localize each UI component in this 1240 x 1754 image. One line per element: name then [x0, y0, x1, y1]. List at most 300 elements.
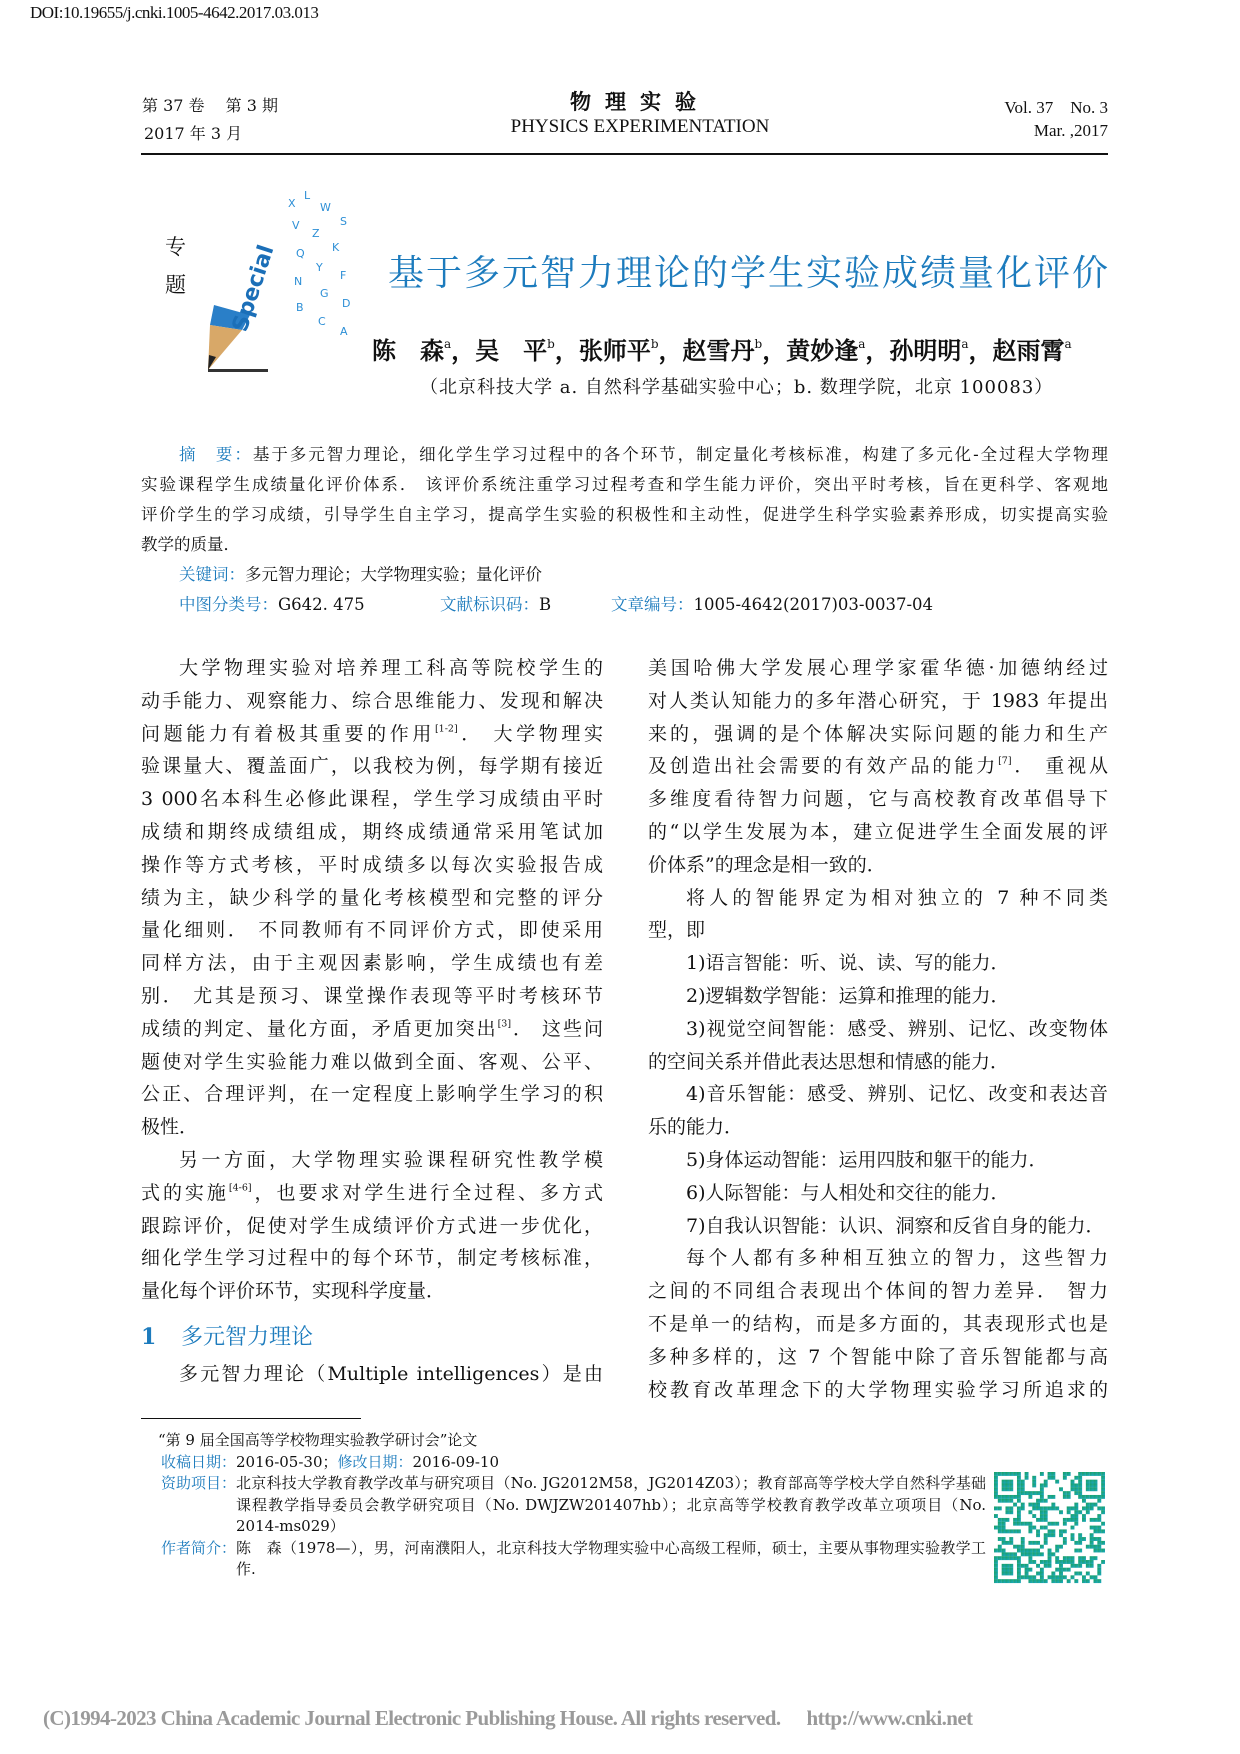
qr-module [1059, 1545, 1063, 1549]
qr-module [1101, 1506, 1105, 1510]
qr-module [1067, 1491, 1071, 1495]
qr-module [1013, 1529, 1017, 1533]
qr-module [1051, 1476, 1055, 1480]
qr-module [1063, 1495, 1067, 1499]
qr-module [1032, 1506, 1036, 1510]
qr-module [1005, 1529, 1009, 1533]
qr-module [1005, 1552, 1009, 1556]
qr-module [1009, 1572, 1013, 1576]
qr-module [998, 1506, 1002, 1510]
qr-module [1071, 1537, 1075, 1541]
section-number: 1 [141, 1323, 157, 1350]
qr-module [1028, 1529, 1032, 1533]
qr-module [1017, 1476, 1021, 1480]
qr-module [1048, 1522, 1052, 1526]
qr-module [1040, 1526, 1044, 1530]
qr-module [1067, 1579, 1071, 1583]
qr-module [1071, 1506, 1075, 1510]
paragraph [648, 1013, 1108, 1079]
qr-module [1005, 1579, 1009, 1583]
qr-module [1067, 1568, 1071, 1572]
qr-module [1078, 1556, 1082, 1560]
text-line: 3)视觉空间智能：感受、辨别、记忆、改变物体 [686, 1017, 1108, 1040]
qr-module [1025, 1476, 1029, 1480]
qr-module [1040, 1506, 1044, 1510]
qr-module [998, 1529, 1002, 1533]
qr-module [1101, 1510, 1105, 1514]
text-line: 验课量大、覆盖面广，以我校为例，每学期有接近 [141, 755, 603, 778]
qr-module [1002, 1483, 1006, 1487]
qr-module [1101, 1529, 1105, 1533]
text-line: 大学物理实验对培养理工科高等院校学生的 [179, 657, 603, 679]
qr-module [998, 1545, 1002, 1549]
qr-module [1094, 1575, 1098, 1579]
qr-module [1074, 1510, 1078, 1514]
qr-module [1005, 1572, 1009, 1576]
qr-module [1036, 1552, 1040, 1556]
qr-module [1086, 1480, 1090, 1484]
qr-module [994, 1556, 998, 1560]
qr-module [994, 1564, 998, 1568]
qr-module [1028, 1491, 1032, 1495]
qr-module [1101, 1472, 1105, 1476]
funding-text: 北京科技大学教育教学改革与研究项目（No. JG2012M58，JG2014Z03）；教育部高等学校大学自然科学基础课程教学指导委员会教学研究项目（No. DWJZW201407hb）；北京高等学校教育教学改革立项项目（No. 2014-ms029） [236, 1474, 986, 1535]
qr-module [1009, 1552, 1013, 1556]
qr-module [1071, 1483, 1075, 1487]
qr-module [1013, 1545, 1017, 1549]
qr-module [1097, 1506, 1101, 1510]
qr-module [1048, 1476, 1052, 1480]
qr-module [1055, 1545, 1059, 1549]
qr-module [1097, 1472, 1101, 1476]
text-line: 之间的不同组合表现出个体间的智力差异． 智力 [648, 1280, 1108, 1303]
qr-module [1071, 1560, 1075, 1564]
paragraph [648, 1144, 1108, 1177]
keywords [141, 560, 1108, 590]
header-rule [141, 153, 1108, 155]
qr-module [1051, 1495, 1055, 1499]
qr-module [1082, 1495, 1086, 1499]
qr-module [1040, 1545, 1044, 1549]
qr-code-icon[interactable] [994, 1471, 1105, 1584]
qr-module [1071, 1480, 1075, 1484]
qr-module [1090, 1564, 1094, 1568]
qr-module [1048, 1533, 1052, 1537]
qr-module [1002, 1529, 1006, 1533]
qr-module [1051, 1503, 1055, 1507]
qr-module [1063, 1529, 1067, 1533]
qr-module [1097, 1514, 1101, 1518]
qr-module [1097, 1537, 1101, 1541]
text-line: 价体系”的理念是相一致的． [648, 853, 886, 876]
text-line: 乐的能力． [648, 1116, 744, 1139]
doc-code-label: 文献标识码： [440, 595, 539, 614]
qr-module [1090, 1537, 1094, 1541]
qr-module [1013, 1518, 1017, 1522]
qr-module [1082, 1556, 1086, 1560]
revised-label: 修改日期： [337, 1452, 413, 1471]
qr-module [1048, 1495, 1052, 1499]
qr-module [1071, 1518, 1075, 1522]
qr-module [1044, 1537, 1048, 1541]
qr-module [1086, 1495, 1090, 1499]
qr-module [1101, 1480, 1105, 1484]
qr-module [1059, 1560, 1063, 1564]
qr-module [1071, 1514, 1075, 1518]
abstract-text: 基于多元智力理论，细化学生学习过程中的各个环节，制定量化考核标准，构建了多元化-全过程大学物理 [252, 445, 1108, 464]
section-heading [141, 1312, 603, 1362]
qr-module [1059, 1575, 1063, 1579]
text-line: 3 000名本科生必修此课程，学生学习成绩由平时 [141, 788, 603, 811]
qr-module [1002, 1568, 1006, 1572]
qr-module [1082, 1514, 1086, 1518]
qr-module [1086, 1506, 1090, 1510]
qr-module [994, 1549, 998, 1553]
qr-module [1074, 1506, 1078, 1510]
qr-module [1025, 1568, 1029, 1572]
svg-text:N: N [294, 275, 303, 288]
qr-module [1002, 1549, 1006, 1553]
text-line: 6)人际智能：与人相处和交往的能力． [686, 1181, 1010, 1204]
qr-module [1090, 1575, 1094, 1579]
qr-module [1005, 1483, 1009, 1487]
superscript: [4-6] [228, 1182, 252, 1194]
text-line: 题使对学生实验能力难以做到全面、客观、公平、 [141, 1050, 603, 1073]
qr-module [1036, 1541, 1040, 1545]
qr-module [1002, 1572, 1006, 1576]
qr-module [994, 1568, 998, 1572]
qr-module [994, 1495, 998, 1499]
text-line: 动手能力、观察能力、综合思维能力、发现和解决 [141, 689, 603, 712]
qr-module [1044, 1514, 1048, 1518]
qr-module [1040, 1495, 1044, 1499]
svg-text:K: K [332, 241, 340, 254]
qr-module [1097, 1549, 1101, 1553]
text-line: 7)自我认识智能：认识、洞察和反省自身的能力． [686, 1214, 1105, 1237]
qr-module [1090, 1506, 1094, 1510]
qr-module [1017, 1495, 1021, 1499]
qr-module [1094, 1503, 1098, 1507]
qr-module [1055, 1579, 1059, 1583]
qr-module [994, 1476, 998, 1480]
qr-module [1078, 1564, 1082, 1568]
svg-text:B: B [296, 301, 304, 314]
text-line: 极性． [141, 1116, 199, 1139]
text-line: 式的实施[4-6]，也要求对学生进行全过程、多方式 [141, 1181, 603, 1204]
qr-module [1078, 1549, 1082, 1553]
footnote-rule [141, 1418, 361, 1419]
qr-module [1040, 1499, 1044, 1503]
qr-module [1028, 1579, 1032, 1583]
author-bio-text: 陈 森（1978—），男，河南濮阳人，北京科技大学物理实验中心高级工程师，硕士，主要从事物理实验教学工作. [236, 1538, 986, 1578]
qr-module [1086, 1560, 1090, 1564]
qr-module [1067, 1560, 1071, 1564]
qr-module [1044, 1541, 1048, 1545]
qr-module [1017, 1499, 1021, 1503]
qr-module [1059, 1564, 1063, 1568]
qr-module [1090, 1518, 1094, 1522]
qr-module [1002, 1495, 1006, 1499]
superscript: b [754, 337, 763, 352]
qr-module [1090, 1533, 1094, 1537]
qr-module [1048, 1556, 1052, 1560]
qr-module [1017, 1545, 1021, 1549]
qr-module [1090, 1556, 1094, 1560]
qr-module [1036, 1506, 1040, 1510]
qr-module [1009, 1537, 1013, 1541]
qr-module [1036, 1491, 1040, 1495]
qr-module [1005, 1495, 1009, 1499]
qr-module [994, 1579, 998, 1583]
article-no-label: 文章编号： [611, 595, 694, 614]
qr-module [1086, 1487, 1090, 1491]
svg-text:Z: Z [312, 227, 320, 240]
dates-note [161, 1452, 986, 1474]
text-line: 成绩和期终成绩组成，期终成绩通常采用笔试加 [141, 820, 603, 843]
qr-module [1097, 1545, 1101, 1549]
qr-module [1059, 1487, 1063, 1491]
qr-module [1063, 1472, 1067, 1476]
qr-module [1021, 1575, 1025, 1579]
qr-module [1017, 1518, 1021, 1522]
qr-module [1040, 1572, 1044, 1576]
qr-module [1005, 1480, 1009, 1484]
volume-issue-en: Vol. 37 No. 3 [1004, 98, 1108, 117]
qr-module [1090, 1545, 1094, 1549]
text-line: 操作等方式考核，平时成绩多以每次实验报告成 [141, 853, 603, 876]
qr-module [1036, 1503, 1040, 1507]
qr-module [1036, 1518, 1040, 1522]
abstract-label: 摘 要： [179, 445, 253, 464]
qr-module [1074, 1476, 1078, 1480]
qr-module [1101, 1549, 1105, 1553]
paragraph [141, 1358, 603, 1391]
qr-module [994, 1491, 998, 1495]
qr-module [1017, 1522, 1021, 1526]
qr-module [1090, 1560, 1094, 1564]
cnki-link[interactable]: http://www.cnki.net [806, 1706, 973, 1730]
qr-module [1090, 1472, 1094, 1476]
qr-module [1090, 1495, 1094, 1499]
qr-module [1101, 1491, 1105, 1495]
qr-module [1021, 1564, 1025, 1568]
qr-module [1036, 1529, 1040, 1533]
qr-module [998, 1499, 1002, 1503]
qr-module [1074, 1514, 1078, 1518]
text-line: 来的，强调的是个体解决实际问题的能力和生产 [648, 722, 1108, 745]
qr-module [1021, 1522, 1025, 1526]
qr-module [1032, 1503, 1036, 1507]
qr-module [1067, 1506, 1071, 1510]
revised-date: 2016-09-10 [412, 1452, 500, 1471]
qr-module [1021, 1491, 1025, 1495]
qr-module [1028, 1510, 1032, 1514]
special-topic-label: 专题 [165, 235, 186, 297]
qr-module [1009, 1556, 1013, 1560]
qr-module [1005, 1568, 1009, 1572]
qr-module [1032, 1514, 1036, 1518]
qr-module [1021, 1545, 1025, 1549]
qr-module [1032, 1575, 1036, 1579]
qr-module [1009, 1568, 1013, 1572]
qr-module [1025, 1472, 1029, 1476]
qr-module [1025, 1572, 1029, 1576]
qr-module [1059, 1579, 1063, 1583]
qr-module [1094, 1529, 1098, 1533]
qr-module [998, 1526, 1002, 1530]
qr-module [1025, 1549, 1029, 1553]
qr-module [1063, 1522, 1067, 1526]
qr-module [1040, 1483, 1044, 1487]
paragraph [648, 980, 1108, 1013]
text-line: 每个人都有多种相互独立的智力，这些智力 [686, 1247, 1108, 1270]
text-line: 2)逻辑数学智能：运算和推理的能力． [686, 984, 1010, 1007]
qr-module [1051, 1506, 1055, 1510]
qr-module [1040, 1514, 1044, 1518]
text-line: 公正、合理评判，在一定程度上影响学生学习的积 [141, 1083, 603, 1106]
qr-module [1097, 1499, 1101, 1503]
qr-module [1101, 1476, 1105, 1480]
qr-module [1017, 1568, 1021, 1572]
text-line: 的“以学生发展为本，建立促进学生全面发展的评 [648, 820, 1108, 843]
svg-text:L: L [304, 189, 311, 202]
qr-module [1009, 1472, 1013, 1476]
superscript: b [650, 337, 659, 352]
text-line: 另一方面，大学物理实验课程研究性教学模 [179, 1148, 603, 1171]
keywords-label: 关键词： [179, 565, 245, 584]
abstract-line: 教学的质量． [141, 535, 240, 554]
received-date: 2016-05-30； [236, 1452, 338, 1471]
qr-module [1044, 1480, 1048, 1484]
qr-module [1017, 1472, 1021, 1476]
qr-module [1017, 1575, 1021, 1579]
qr-module [1017, 1556, 1021, 1560]
qr-module [1036, 1499, 1040, 1503]
text-line: 美国哈佛大学发展心理学家霍华德·加德纳经过 [648, 657, 1108, 679]
paragraph [141, 1144, 603, 1308]
qr-module [1071, 1526, 1075, 1530]
volume-issue-cn: 第 37 卷 第 3 期 [142, 96, 278, 115]
qr-module [994, 1487, 998, 1491]
qr-module [994, 1514, 998, 1518]
svg-text:A: A [340, 325, 348, 338]
qr-module [1036, 1564, 1040, 1568]
qr-module [1097, 1526, 1101, 1530]
paragraph [648, 1242, 1108, 1406]
qr-module [1021, 1480, 1025, 1484]
qr-module [1090, 1487, 1094, 1491]
author-bio-note [161, 1538, 986, 1581]
superscript: a [444, 337, 452, 352]
qr-module [1009, 1487, 1013, 1491]
qr-module [1094, 1537, 1098, 1541]
qr-module [1017, 1510, 1021, 1514]
qr-module [1071, 1564, 1075, 1568]
svg-text:V: V [292, 219, 300, 232]
qr-module [994, 1526, 998, 1530]
qr-module [994, 1483, 998, 1487]
qr-module [1005, 1506, 1009, 1510]
qr-module [998, 1579, 1002, 1583]
qr-module [994, 1560, 998, 1564]
qr-module [1036, 1572, 1040, 1576]
qr-module [1017, 1480, 1021, 1484]
qr-module [1055, 1549, 1059, 1553]
date-en: Mar. ,2017 [1033, 121, 1108, 140]
qr-module [1063, 1560, 1067, 1564]
superscript: a [961, 337, 969, 352]
qr-module [1013, 1503, 1017, 1507]
qr-module [1044, 1579, 1048, 1583]
qr-module [1028, 1503, 1032, 1507]
paragraph [648, 652, 1108, 882]
qr-module [1094, 1518, 1098, 1522]
qr-module [1005, 1541, 1009, 1545]
qr-module [1074, 1579, 1078, 1583]
qr-module [1101, 1483, 1105, 1487]
text-line: 量化细则． 不同教师有不同评价方式，即使采用 [141, 919, 603, 942]
superscript: [7] [998, 755, 1012, 767]
special-pencil-illustration [200, 185, 380, 375]
qr-module [1063, 1568, 1067, 1572]
qr-module [1036, 1533, 1040, 1537]
qr-module [1063, 1575, 1067, 1579]
qr-module [1086, 1510, 1090, 1514]
qr-module [1044, 1533, 1048, 1537]
qr-module [1090, 1483, 1094, 1487]
qr-module [1021, 1541, 1025, 1545]
qr-module [1028, 1495, 1032, 1499]
clc-label: 中图分类号： [179, 595, 278, 614]
qr-module [1005, 1499, 1009, 1503]
qr-module [1078, 1572, 1082, 1576]
qr-module [1101, 1522, 1105, 1526]
qr-module [1094, 1556, 1098, 1560]
qr-module [1067, 1472, 1071, 1476]
clc-value: G642. 475 [278, 595, 365, 614]
qr-module [1078, 1480, 1082, 1484]
special-graphic-text: Special [227, 242, 280, 335]
qr-module [1097, 1572, 1101, 1576]
text-line: 多种多样的，这 7 个智能中除了音乐智能都与高 [648, 1345, 1108, 1368]
svg-text:Q: Q [296, 247, 305, 260]
qr-module [1086, 1579, 1090, 1583]
text-line: 多元智力理论（Multiple intelligences）是由 [179, 1362, 603, 1385]
qr-module [1028, 1541, 1032, 1545]
qr-module [1074, 1518, 1078, 1522]
qr-module [1040, 1510, 1044, 1514]
body-column-left [141, 652, 603, 1391]
qr-module [1032, 1491, 1036, 1495]
qr-module [1028, 1522, 1032, 1526]
text-line: 多维度看待智力问题，它与高校教育改革倡导下 [648, 788, 1108, 811]
qr-module [1086, 1564, 1090, 1568]
qr-module [1032, 1480, 1036, 1484]
qr-module [1002, 1487, 1006, 1491]
qr-module [1067, 1495, 1071, 1499]
author-bio-label: 作者简介： [161, 1538, 237, 1557]
text-line: 的空间关系并借此表达思想和情感的能力． [648, 1050, 1010, 1073]
qr-module [1051, 1575, 1055, 1579]
qr-module [1097, 1579, 1101, 1583]
doc-code-value: B [539, 595, 552, 614]
paragraph [648, 882, 1108, 948]
qr-module [1048, 1506, 1052, 1510]
copyright-text: (C)1994-2023 China Academic Journal Electronic Publishing House. All rights reserved. [43, 1706, 781, 1730]
qr-module [1063, 1476, 1067, 1480]
qr-module [1040, 1575, 1044, 1579]
qr-module [1055, 1560, 1059, 1564]
